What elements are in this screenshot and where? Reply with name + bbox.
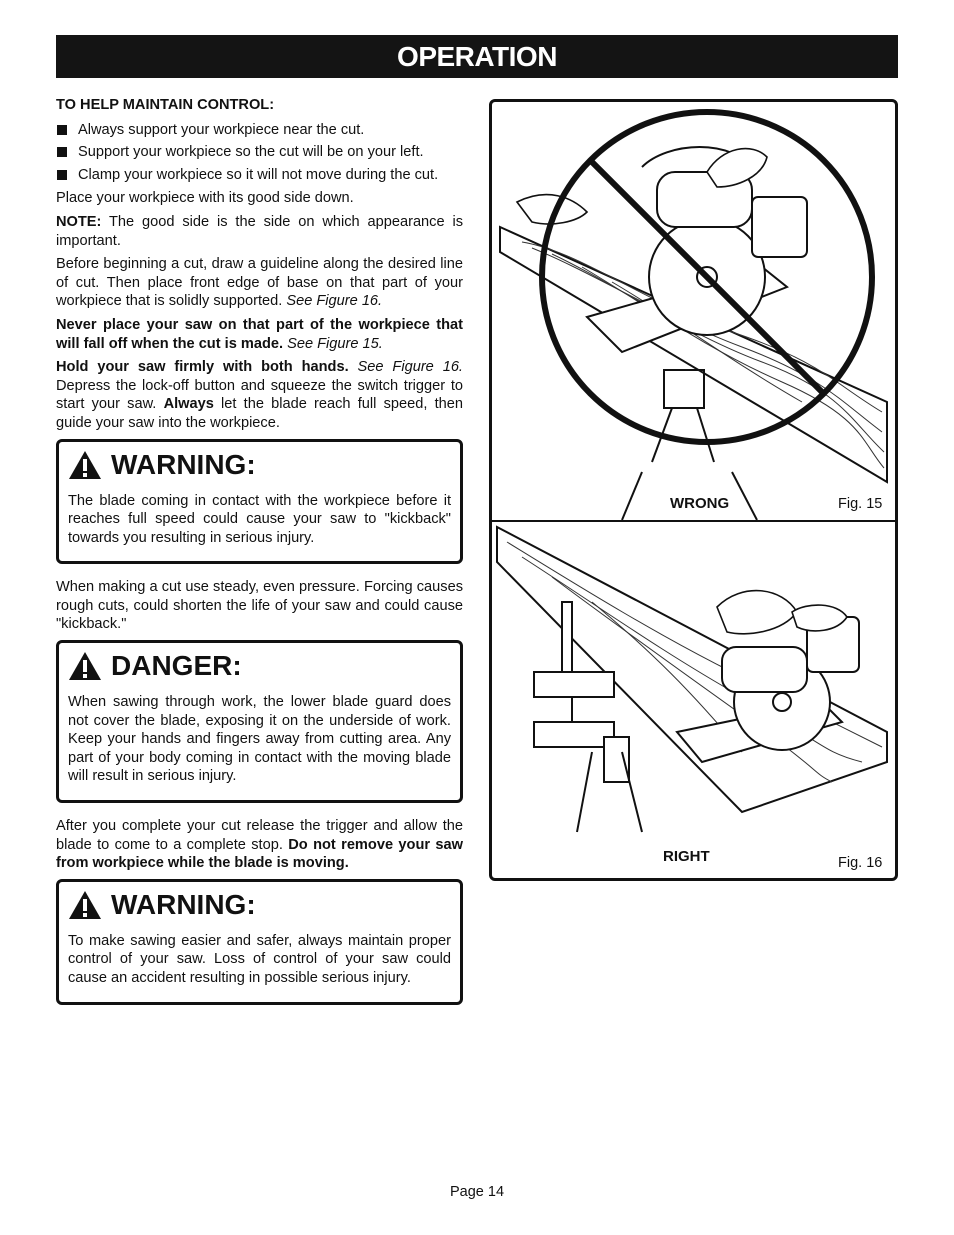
right-label: RIGHT <box>663 848 710 865</box>
page-number: Page 14 <box>449 1184 505 1200</box>
pressure-paragraph: When making a cut use steady, even pressure. Forcing causes rough cuts, could shorten the life of your saw and could cause "kickback." <box>56 579 463 633</box>
control-heading: TO HELP MAINTAIN CONTROL: <box>56 97 275 113</box>
guideline-paragraph: Before beginning a cut, draw a guideline along the desired line of cut. Then place front edge of base on that part of your workpiece that is solidly supported. See Figure 16. <box>56 256 463 310</box>
right-usage-illustration <box>492 522 895 878</box>
warning-triangle-icon <box>68 450 102 480</box>
figure-reference: See Figure 15. <box>283 335 383 352</box>
square-bullet-icon <box>57 147 67 157</box>
danger-box <box>56 640 463 803</box>
instructions-column <box>56 96 463 1019</box>
note-label: NOTE: <box>56 213 102 230</box>
section-header <box>56 35 898 78</box>
list-item: Support your workpiece so the cut will be on your left. <box>56 143 463 162</box>
wrong-usage-illustration <box>492 102 895 520</box>
warning-box-control <box>56 879 463 1005</box>
figure-number: Fig. 16 <box>838 855 883 871</box>
figure-reference: See Figure 16. <box>348 359 463 376</box>
warning-title: WARNING: <box>111 448 256 480</box>
figure-reference: See Figure 16. <box>286 293 383 310</box>
list-item: Always support your workpiece near the cut. <box>56 121 463 140</box>
never-place-paragraph: Never place your saw on that part of the workpiece that will fall off when the cut is made. See Figure 15. <box>56 316 463 352</box>
list-item: Clamp your workpiece so it will not move during the cut. <box>56 166 463 185</box>
hold-saw-paragraph: Hold your saw firmly with both hands. See Figure 16. Depress the lock-off button and squeeze the switch trigger to start your saw. Always let the blade reach full speed, then guide your saw into the workpiece. <box>56 359 463 431</box>
square-bullet-icon <box>57 125 67 135</box>
warning-triangle-icon <box>68 890 102 920</box>
wrong-label: WRONG <box>670 495 730 512</box>
warning-text: The blade coming in contact with the workpiece before it reaches full speed could cause your saw to "kickback" towards you resulting in serious injury. <box>68 492 451 546</box>
warning-box-kickback <box>56 439 463 565</box>
warning-title: WARNING: <box>111 888 256 920</box>
good-side-text: Place your workpiece with its good side down. <box>56 190 354 207</box>
section-title: OPERATION <box>397 41 557 72</box>
figure-number: Fig. 15 <box>838 496 883 512</box>
danger-text: When sawing through work, the lower blade guard does not cover the blade, exposing it on the underside of work. Keep your hands and fingers away from cutting area. Any part of your body coming in contact with the moving blade will result in serious injury. <box>68 694 451 785</box>
warning-text: To make sawing easier and safer, always maintain proper control of your saw. Loss of control of your saw could cause an accident resulting in possible serious injury. <box>68 932 451 986</box>
figure-panel <box>489 99 898 881</box>
note-paragraph: NOTE: The good side is the side on which appearance is important. <box>56 213 463 249</box>
square-bullet-icon <box>57 170 67 180</box>
danger-title: DANGER: <box>111 650 242 682</box>
after-cut-paragraph: After you complete your cut release the trigger and allow the blade to come to a complete stop. Do not remove your saw from workpiece while the blade is moving. <box>56 818 463 872</box>
warning-triangle-icon <box>68 651 102 681</box>
control-bullet-list <box>56 121 463 185</box>
